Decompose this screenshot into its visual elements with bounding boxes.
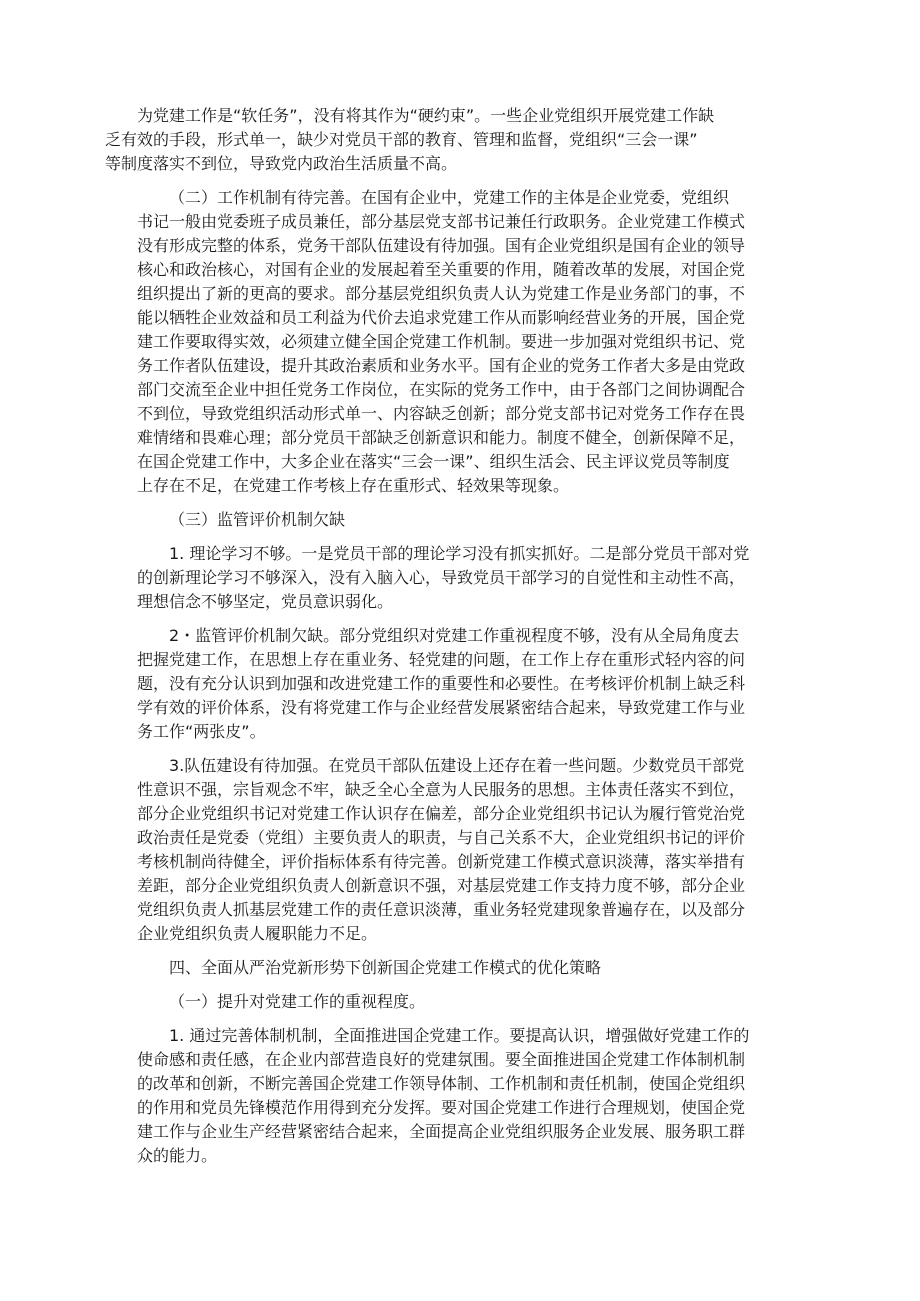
text-line: 务工作“两张皮”。	[137, 722, 266, 741]
text-line: 建工作与企业生产经营紧密结合起来，全面提高企业党组织服务企业发展、服务职工群	[137, 1122, 746, 1141]
paragraph	[137, 624, 787, 744]
section-heading	[137, 956, 787, 980]
text-line: （二）工作机制有待完善。在国有企业中，党建工作的主体是企业党委，党组织	[169, 188, 730, 207]
text-line: 差距，部分企业党组织负责人创新意识不强，对基层党建工作支持力度不够，部分企业	[137, 876, 746, 895]
text-line: 把握党建工作，在思想上存在重业务、轻党建的问题，在工作上存在重形式轻内容的问	[137, 650, 746, 669]
text-line: 核心和政治核心，对国有企业的发展起着至关重要的作用，随着改革的发展，对国企党	[137, 260, 746, 279]
text-line: 不到位，导致党组织活动形式单一、内容缺乏创新；部分党支部书记对党务工作存在畏	[137, 404, 746, 423]
text-line: 理想信念不够坚定，党员意识弱化。	[137, 592, 394, 611]
section-heading	[137, 508, 787, 532]
text-line: 1. 理论学习不够。一是党员干部的理论学习没有抓实抓好。二是部分党员干部对党	[169, 544, 750, 563]
text-line: 企业党组织负责人履职能力不足。	[137, 924, 378, 943]
text-line: （一）提升对党建工作的重视程度。	[169, 992, 426, 1011]
text-line: 题，没有充分认识到加强和改进党建工作的重要性和必要性。在考核评价机制上缺乏科	[137, 674, 746, 693]
text-line: 难情绪和畏难心理；部分党员干部缺乏创新意识和能力。制度不健全，创新保障不足，	[137, 428, 746, 447]
text-line: 书记一般由党委班子成员兼任，部分基层党支部书记兼任行政职务。企业党建工作模式	[137, 212, 746, 231]
paragraph	[137, 754, 787, 946]
paragraph	[137, 1024, 787, 1168]
paragraph	[137, 186, 787, 498]
text-line: 等制度落实不到位，导致党内政治生活质量不高。	[105, 154, 458, 173]
text-line: 3.队伍建设有待加强。在党员干部队伍建设上还存在着一些问题。少数党员干部党	[169, 756, 745, 775]
text-line: 乏有效的手段，形式单一，缺少对党员干部的教育、管理和监督，党组织“三会一课”	[105, 130, 698, 149]
text-line: 为党建工作是“软任务”，没有将其作为“硬约束”。一些企业党组织开展党建工作缺	[137, 106, 715, 125]
text-line: 考核机制尚待健全，评价指标体系有待完善。创新党建工作模式意识淡薄，落实举措有	[137, 852, 746, 871]
paragraph	[105, 104, 787, 176]
text-line: 没有形成完整的体系，党务干部队伍建设有待加强。国有企业党组织是国有企业的领导	[137, 236, 746, 255]
text-line: 的改革和创新，不断完善国企党建工作领导体制、工作机制和责任机制，使国企党组织	[137, 1074, 746, 1093]
text-line: 部门交流至企业中担任党务工作岗位，在实际的党务工作中，由于各部门之间协调配合	[137, 380, 746, 399]
text-line: 能以牺牲企业效益和员工利益为代价去追求党建工作从而影响经营业务的开展，国企党	[137, 308, 746, 327]
text-line: 政治责任是党委（党组）主要负责人的职责，与自己关系不大，企业党组织书记的评价	[137, 828, 746, 847]
text-line: 组织提出了新的更高的要求。部分基层党组织负责人认为党建工作是业务部门的事，不	[137, 284, 746, 303]
text-line: 部分企业党组织书记对党建工作认识存在偏差，部分企业党组织书记认为履行管党治党	[137, 804, 746, 823]
text-line: 的创新理论学习不够深入，没有入脑入心，导致党员干部学习的自觉性和主动性不高，	[137, 568, 746, 587]
text-line: 学有效的评价体系，没有将党建工作与企业经营发展紧密结合起来，导致党建工作与业	[137, 698, 746, 717]
text-line: 使命感和责任感，在企业内部营造良好的党建氛围。要全面推进国企党建工作体制机制	[137, 1050, 746, 1069]
text-line: （三）监管评价机制欠缺	[169, 510, 346, 529]
text-line: 1. 通过完善体制机制，全面推进国企党建工作。要提高认识，增强做好党建工作的	[169, 1026, 750, 1045]
text-line: 2・监管评价机制欠缺。部分党组织对党建工作重视程度不够，没有从全局角度去	[169, 626, 740, 645]
text-line: 在国企党建工作中，大多企业在落实“三会一课”、组织生活会、民主评议党员等制度	[137, 452, 730, 471]
paragraph	[137, 542, 787, 614]
text-line: 性意识不强，宗旨观念不牢，缺乏全心全意为人民服务的思想。主体责任落实不到位，	[137, 780, 746, 799]
text-line: 上存在不足，在党建工作考核上存在重形式、轻效果等现象。	[137, 476, 570, 495]
text-line: 党组织负责人抓基层党建工作的责任意识淡薄，重业务轻党建现象普遍存在，以及部分	[137, 900, 746, 919]
text-line: 四、全面从严治党新形势下创新国企党建工作模式的优化策略	[169, 958, 602, 977]
text-line: 众的能力。	[137, 1146, 218, 1165]
text-line: 建工作要取得实效，必须建立健全国企党建工作机制。要进一步加强对党组织书记、党	[137, 332, 746, 351]
document-body	[105, 104, 787, 1178]
text-line: 务工作者队伍建设，提升其政治素质和业务水平。国有企业的党务工作者大多是由党政	[137, 356, 746, 375]
text-line: 的作用和党员先锋模范作用得到充分发挥。要对国企党建工作进行合理规划，使国企党	[137, 1098, 746, 1117]
section-heading	[137, 990, 787, 1014]
